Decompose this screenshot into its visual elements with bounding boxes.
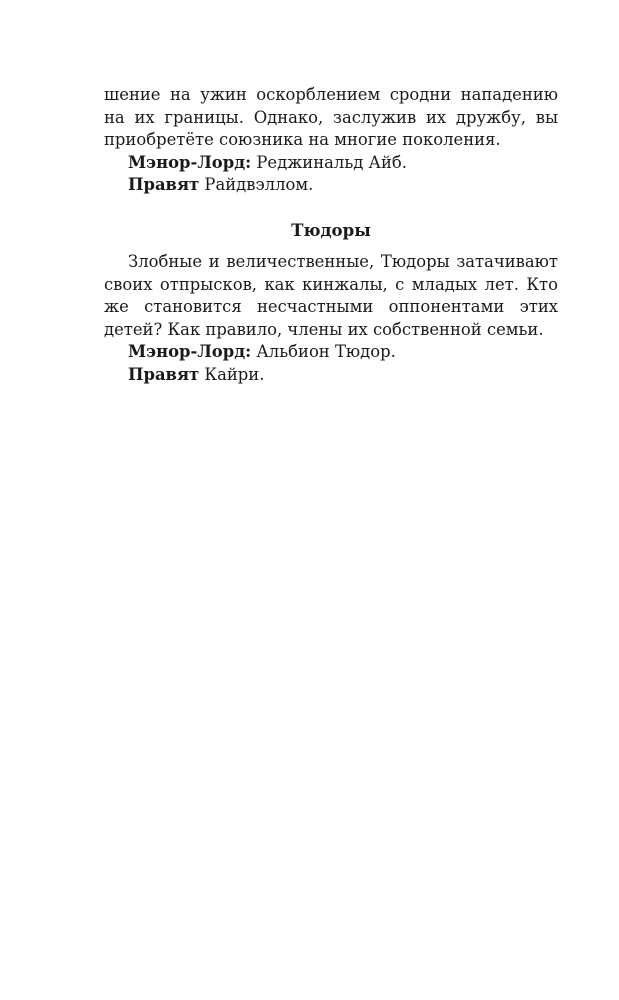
manor-lord-label-2: Мэнор-Лорд: (128, 342, 252, 362)
manor-lord-value: Реджинальд Айб. (251, 152, 407, 172)
rule-label: Правят (128, 175, 200, 195)
manor-lord-value-2: Альбион Тюдор. (251, 342, 396, 362)
rule-entry-2 (104, 364, 558, 387)
manor-lord-entry (104, 152, 558, 175)
rule-value-2: Кайри. (199, 364, 265, 384)
rule-value: Райдвэллом. (199, 175, 314, 195)
manor-lord-entry-2 (104, 341, 558, 364)
book-page (104, 84, 558, 387)
section-paragraph: Злобные и величественные, Тюдоры затачивают своих отпрысков, как кинжалы, с младых лет. Кто же становится несчастными оппонентами этих детей? Как правило, члены их собственной семьи. (104, 251, 558, 339)
manor-lord-label: Мэнор-Лорд: (128, 152, 252, 172)
rule-entry (104, 174, 558, 197)
rule-label-2: Правят (128, 364, 200, 384)
paragraph-continuation: шение на ужин оскорблением сродни нападению на их границы. Однако, заслужив их дружбу, вы приобретёте союзника на многие поколения. (104, 85, 558, 150)
section-heading: Тюдоры (291, 219, 371, 240)
